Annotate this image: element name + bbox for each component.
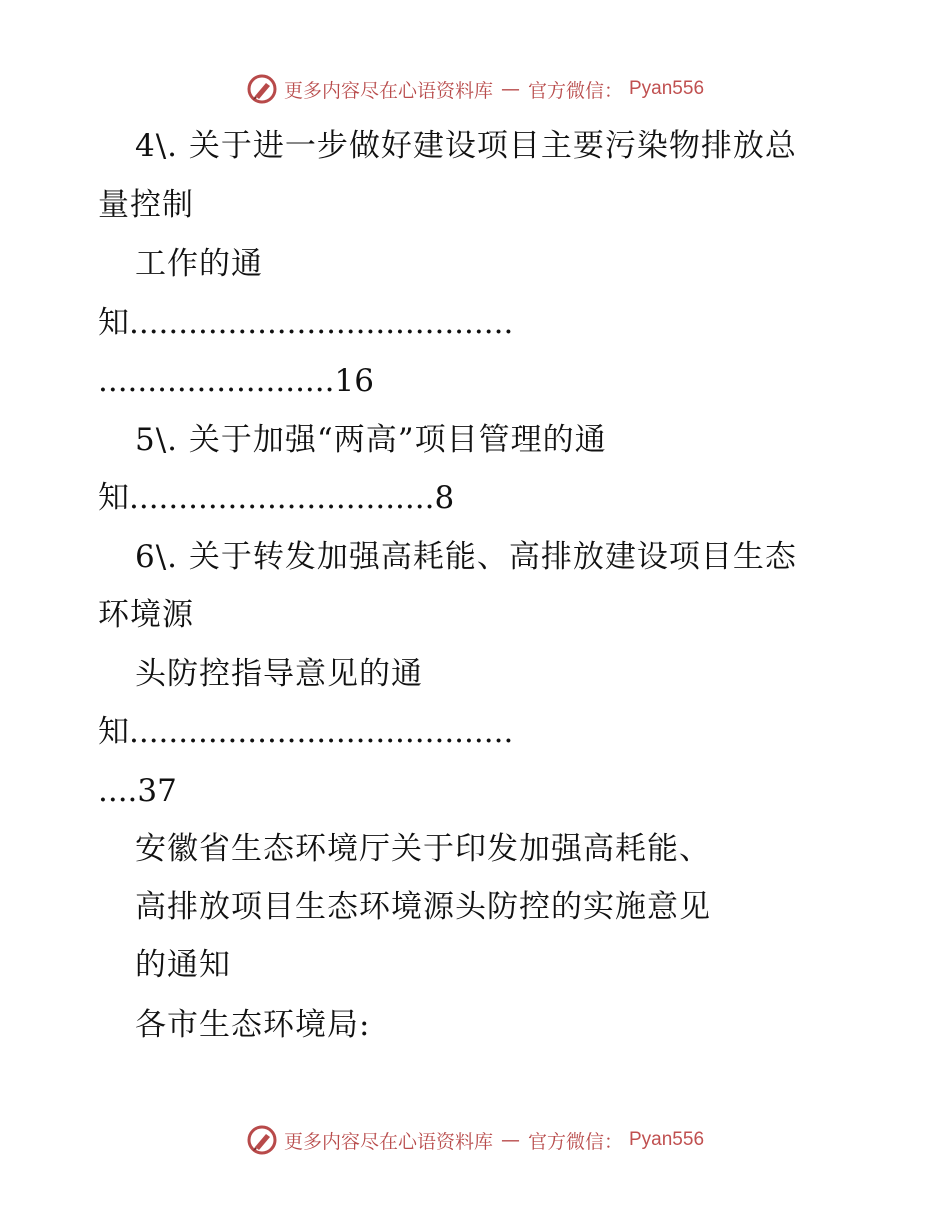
pen-logo-icon — [246, 1124, 278, 1156]
toc-item-4-page: ........................16 — [98, 363, 374, 399]
toc-item-6-title-cont: 环境源 — [98, 597, 194, 633]
pen-logo-icon — [246, 73, 278, 105]
watermark-separator: — — [500, 1129, 520, 1151]
toc-item-4-title: 4\. 关于进一步做好建设项目主要污染物排放总 — [135, 128, 797, 164]
toc-item-6-page: ....37 — [98, 773, 177, 809]
notice-title-line-2: 高排放项目生态环境源头防控的实施意见 — [135, 889, 711, 925]
watermark-footer — [0, 1122, 950, 1158]
toc-item-5-page: 知...............................8 — [98, 480, 455, 516]
watermark-wechat-id: Pyan556 — [629, 78, 705, 99]
toc-item-5-title: 5\. 关于加强“两高”项目管理的通 — [135, 422, 607, 458]
watermark-separator: — — [500, 78, 520, 100]
watermark-text: 更多内容尽在心语资料库 — [283, 79, 493, 102]
toc-item-6-title-cont2: 头防控指导意见的通 — [135, 656, 423, 692]
notice-title-line-1: 安徽省生态环境厅关于印发加强高耗能、 — [135, 831, 711, 867]
toc-item-6-title: 6\. 关于转发加强高耗能、高排放建设项目生态 — [135, 539, 797, 575]
watermark-text: 更多内容尽在心语资料库 — [283, 1130, 493, 1153]
toc-item-4-leader: 知....................................... — [98, 305, 514, 341]
watermark-wechat-label: 官方微信： — [527, 79, 623, 102]
notice-title-line-3: 的通知 — [135, 947, 231, 983]
watermark-wechat-label: 官方微信： — [527, 1130, 623, 1153]
notice-recipient: 各市生态环境局: — [135, 1007, 371, 1043]
watermark-wechat-id: Pyan556 — [629, 1129, 705, 1150]
watermark-header — [0, 71, 950, 107]
toc-item-4-title-cont: 量控制 — [98, 187, 194, 223]
toc-item-6-leader: 知....................................... — [98, 714, 514, 750]
toc-item-4-title-cont2: 工作的通 — [135, 246, 263, 282]
